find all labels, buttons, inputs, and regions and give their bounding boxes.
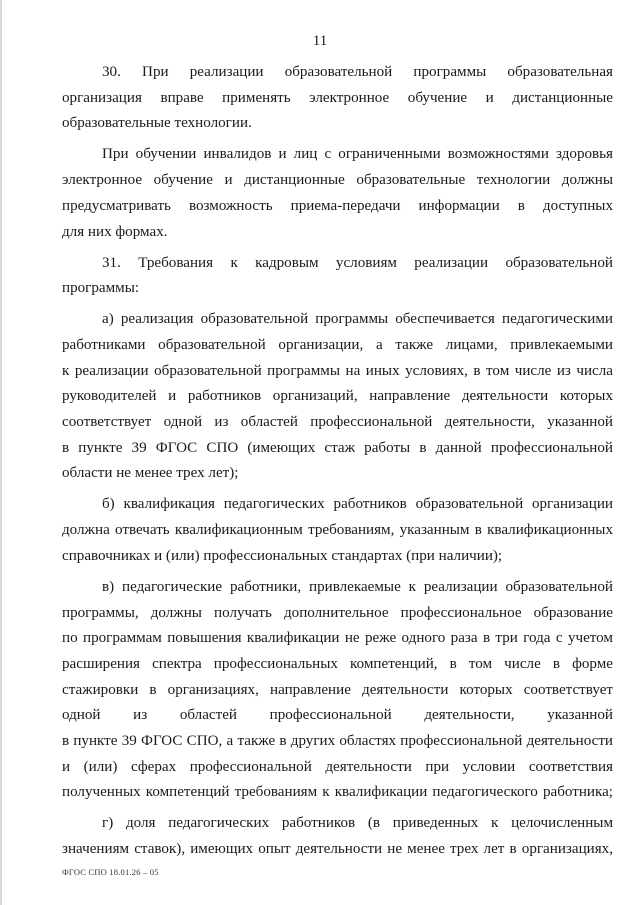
page-number: 11 [312,33,328,49]
paragraph-30 [62,60,613,137]
paragraph-item-a [62,307,613,487]
text-line: и (или) сферах профессиональной деятельности при условии соответствия [62,758,613,775]
text-line: к реализации образовательной программы на иных условиях, в том числе из числа [62,362,613,379]
paragraph-31 [62,251,613,302]
paragraph-item-v [62,575,613,806]
text-line: предусматривать возможность приема-передачи информации в доступных [62,197,613,214]
text-line: должна отвечать квалификационным требованиям, указанным в квалификационных [62,522,613,539]
text-line: работниками образовательной организации, а также лицами, привлекаемыми [62,336,613,353]
text-line: в пункте 39 ФГОС СПО (имеющих стаж работы в данной профессиональной [62,439,613,456]
text-line: по программам повышения квалификации не реже одного раза в три года с учетом [62,630,613,647]
text-line: 30. При реализации образовательной программы образовательная [102,64,613,80]
text-line: электронное обучение и дистанционные образовательные технологии должны [62,172,613,189]
paragraph-item-b [62,492,613,569]
text-line: руководителей и работников организаций, направление деятельности которых [62,388,613,405]
text-line: для них формах. [62,223,168,240]
text-line: 31. Требования к кадровым условиям реализации образовательной [102,254,613,271]
text-line: области не менее трех лет); [62,465,239,482]
document-code-footer: ФГОС СПО 18.01.26 – 05 [62,867,159,877]
text-line: справочниках и (или) профессиональных стандартах (при наличии); [62,547,503,564]
text-line: соответствует одной из областей профессиональной деятельности, указанной [62,414,613,431]
text-line: а) реализация образовательной программы обеспечивается педагогическими [102,311,613,328]
text-line: б) квалификация педагогических работников образовательной организации [102,496,613,513]
text-line: программы, должны получать дополнительное профессиональное образование [62,604,613,621]
text-line: организация вправе применять электронное обучение и дистанционные [62,89,613,106]
text-line: в пункте 39 ФГОС СПО, а также в других областях профессиональной деятельности [62,733,613,750]
text-line: значениям ставок), имеющих опыт деятельности не менее трех лет в организациях, [62,841,613,858]
text-line: расширения спектра профессиональных компетенций, в том числе в форме [62,655,613,672]
text-line: одной из областей профессиональной деятельности, указанной [62,707,613,724]
text-line: программы: [62,280,140,297]
text-line: г) доля педагогических работников (в приведенных к целочисленным [102,815,613,832]
text-line: стажировки в организациях, направление деятельности которых соответствует [62,681,613,698]
document-body [62,60,613,868]
text-line: полученных компетенций требованиям к квалификации педагогического работника; [62,784,613,801]
scan-edge [0,0,2,905]
text-line: в) педагогические работники, привлекаемые к реализации образовательной [102,578,613,595]
paragraph-item-g [62,811,613,862]
text-line: образовательные технологии. [62,115,252,132]
text-line: При обучении инвалидов и лиц с ограниченными возможностями здоровья [102,146,613,163]
paragraph-disabilities [62,142,613,245]
